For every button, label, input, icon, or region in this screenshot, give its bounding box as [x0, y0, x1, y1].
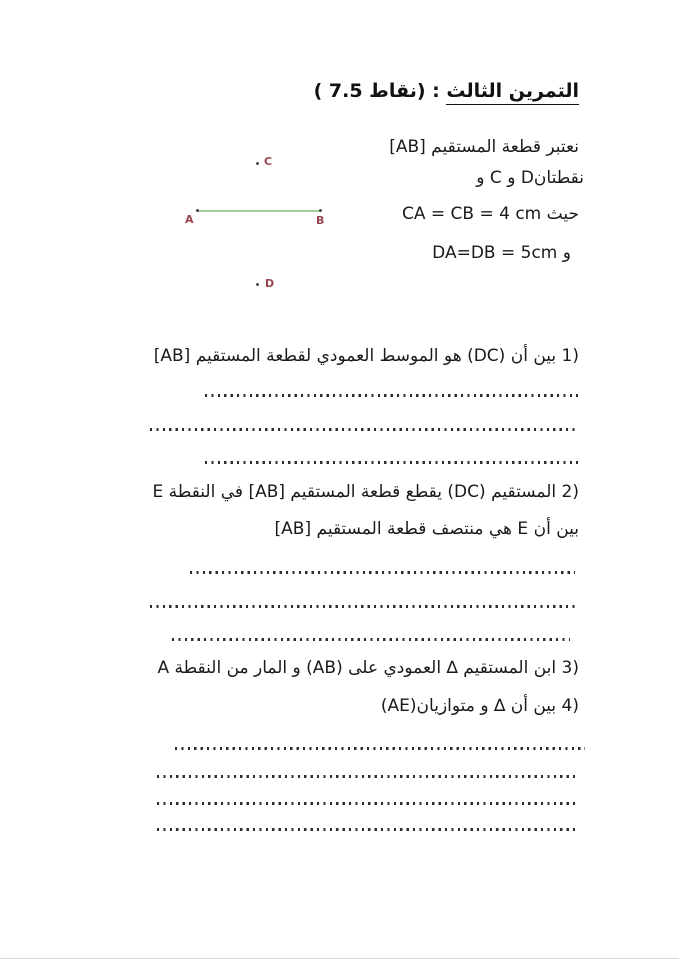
point-a-dot: [196, 209, 199, 212]
point-a-label: A: [185, 213, 195, 226]
intro-line-3: حيث CA = CB = 4 cm: [401, 204, 579, 224]
point-d-dot: [256, 283, 259, 286]
answer-dotted-line: [157, 775, 578, 778]
answer-dotted-line: [157, 802, 578, 805]
point-d-label: D: [265, 277, 275, 290]
answer-dotted-line: [172, 638, 570, 641]
intro-line-1: نعتبر قطعة المستقيم [AB]: [389, 137, 579, 157]
scan-edge-line: [0, 958, 679, 959]
question-2-line-2: بين أن E هي منتصف قطعة المستقيم [AB]: [274, 519, 579, 539]
answer-dotted-line: [205, 394, 578, 397]
question-2-line-1: 2) المستقيم (DC) يقطع قطعة المستقيم [AB] في النقطة E: [152, 482, 579, 502]
point-c-label: C: [264, 155, 273, 168]
intro-line-2: Dنقطتان و C و: [476, 168, 584, 188]
question-3: 3) ابن المستقيم ∆ العمودي على (AB) و المار من النقطة A: [157, 658, 579, 678]
intro-line-4: و DA=DB = 5cm: [432, 243, 571, 263]
answer-dotted-line: [190, 571, 575, 574]
answer-dotted-line: [150, 428, 578, 431]
question-1: 1) بين أن (DC) هو الموسط العمودي لقطعة المستقيم [AB]: [153, 346, 579, 366]
answer-dotted-line: [205, 461, 578, 464]
answer-dotted-line: [157, 828, 578, 831]
exercise-title: التمرين الثالث : ( 7.5 نقاط): [314, 80, 579, 102]
point-c-dot: [256, 162, 259, 165]
point-b-label: B: [316, 214, 325, 227]
answer-dotted-line: [150, 605, 575, 608]
question-4: 4) بين أن ∆ و (AE)متوازيان: [380, 696, 579, 716]
point-b-dot: [319, 209, 322, 212]
answer-dotted-line: [175, 747, 585, 750]
segment-ab: [197, 210, 320, 212]
geometry-figure: [168, 143, 358, 308]
